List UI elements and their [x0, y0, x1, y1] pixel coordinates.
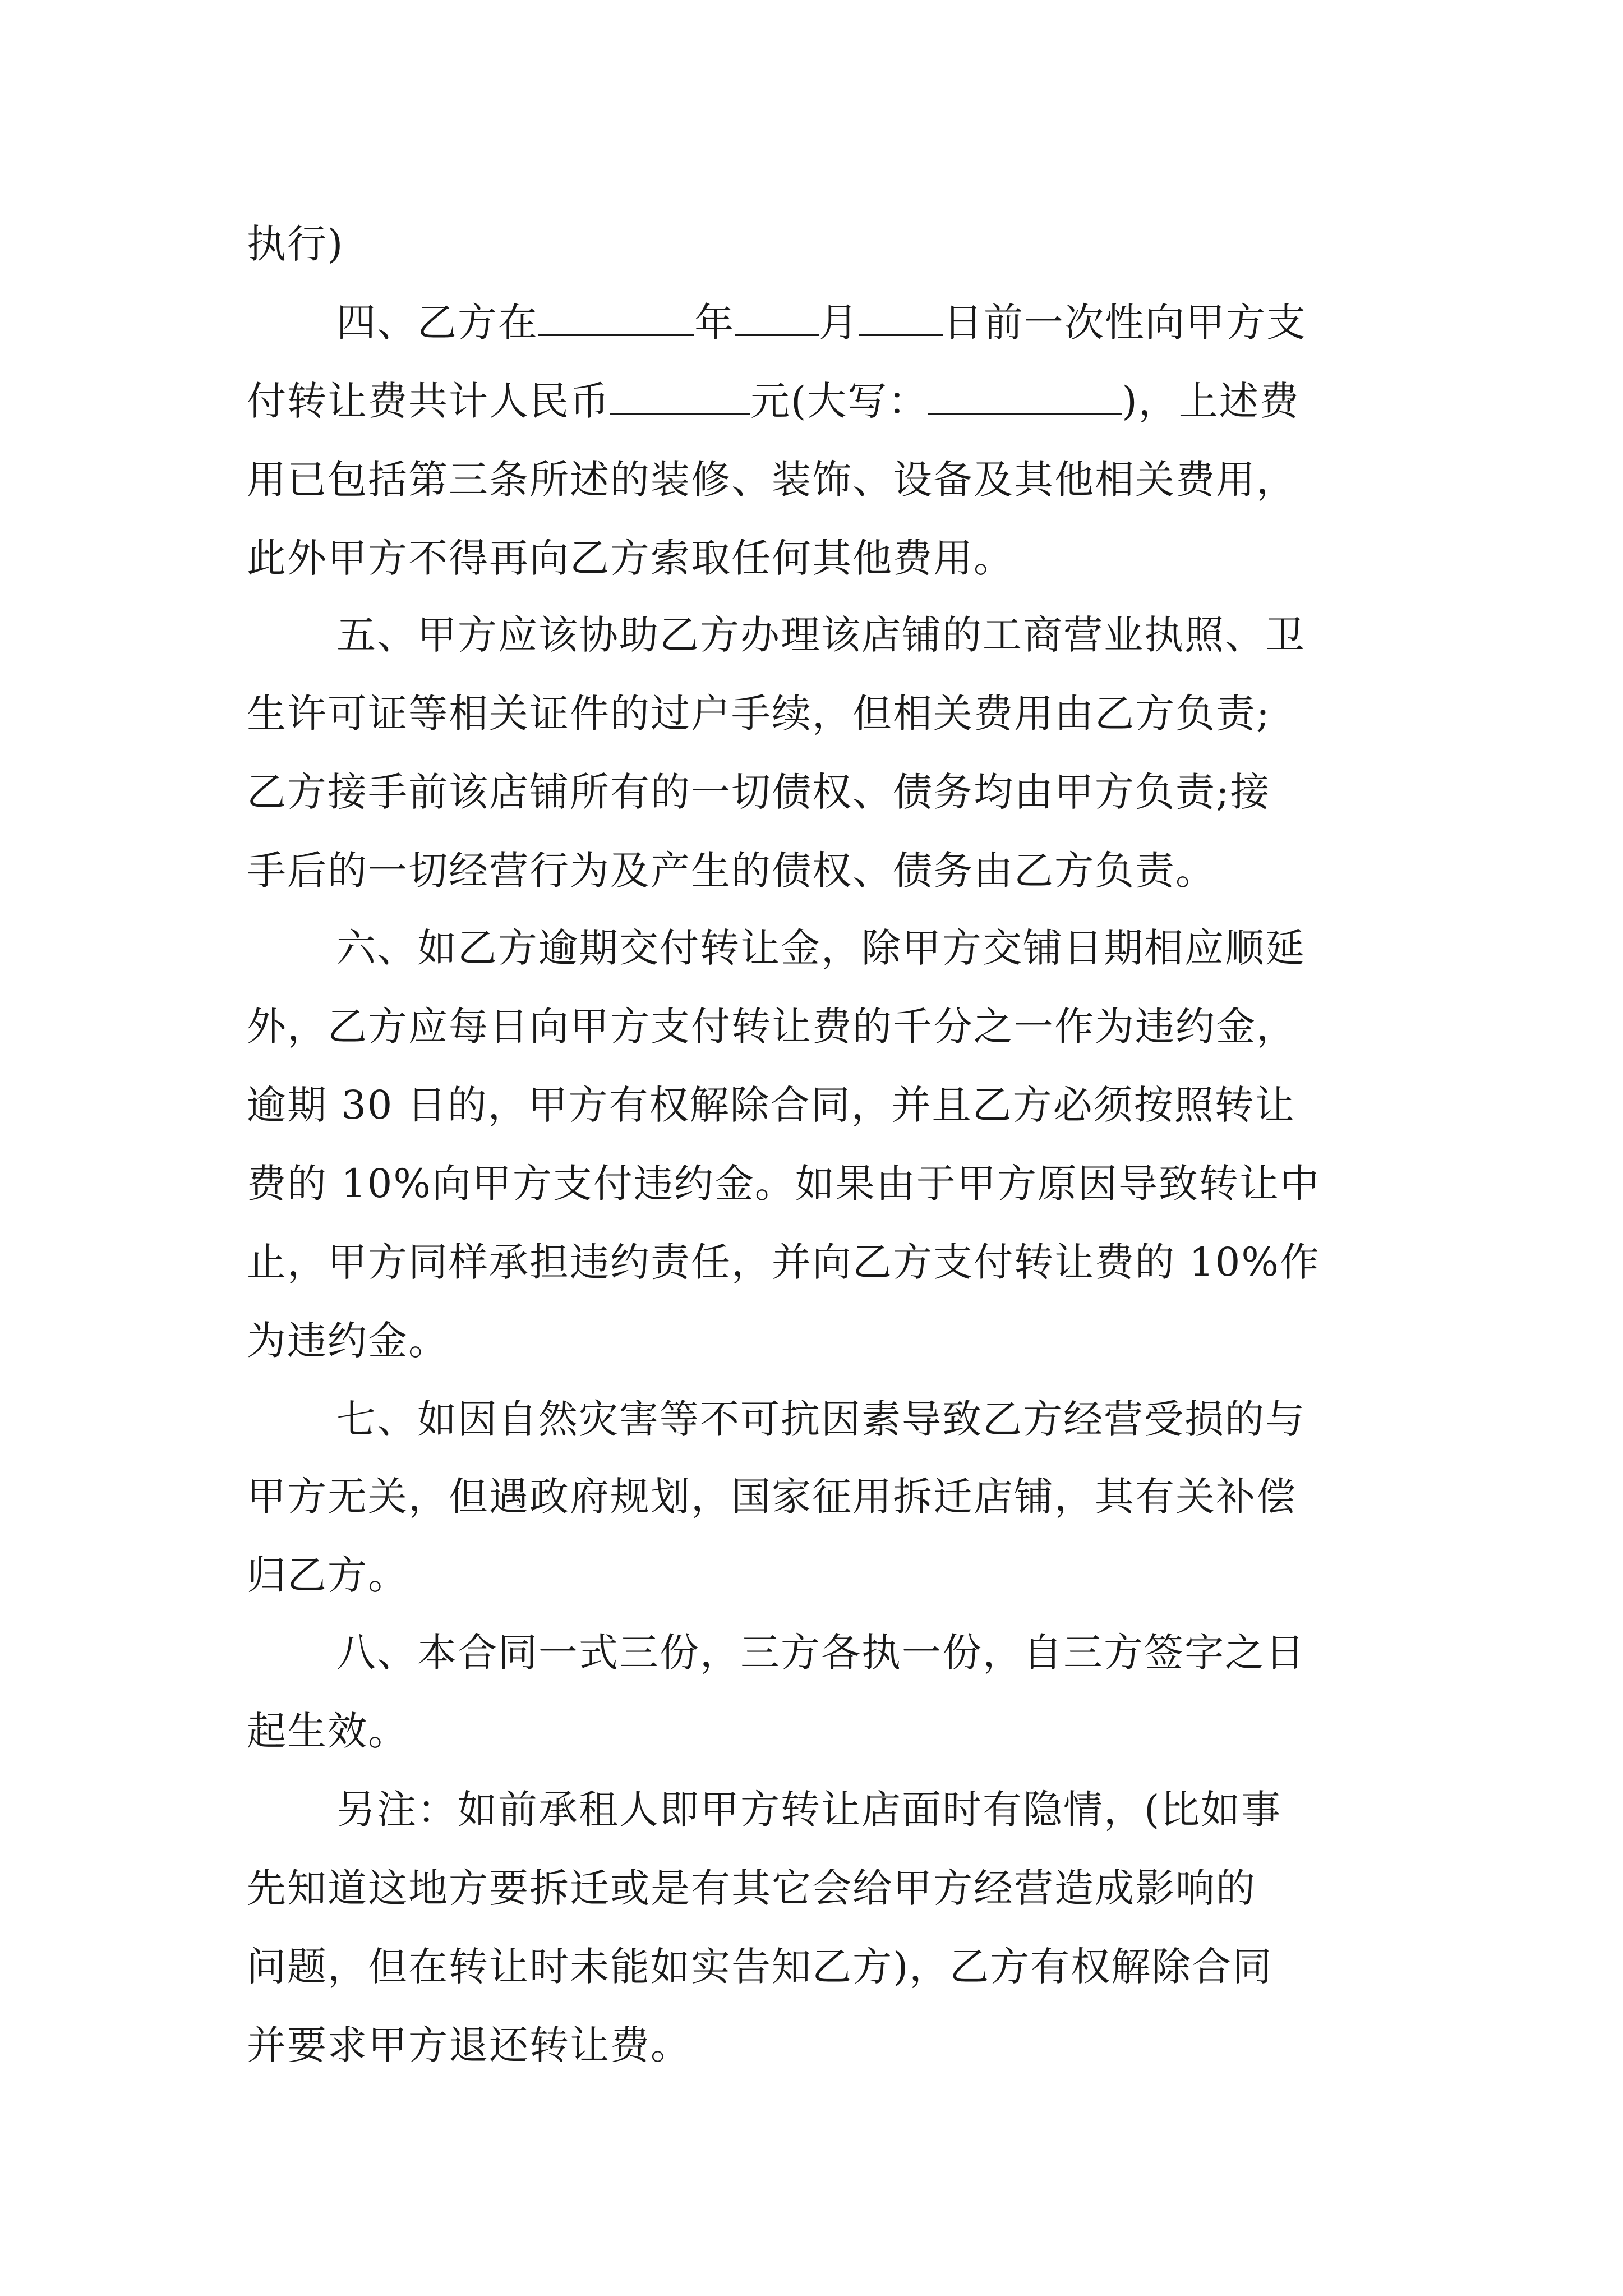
- text-line: 执行): [247, 221, 344, 267]
- text-line: 乙方接手前该店铺所有的一切债权、债务均由甲方负责;接: [247, 769, 1271, 815]
- text-line: 生许可证等相关证件的过户手续，但相关费用由乙方负责;: [247, 691, 1271, 737]
- text-line: 归乙方。: [247, 1552, 408, 1598]
- text-line: 五、甲方应该协助乙方办理该店铺的工商营业执照、卫: [336, 612, 1306, 658]
- text-line: 八、本合同一式三份，三方各执一份，自三方签字之日: [336, 1630, 1306, 1676]
- text-line: 止，甲方同样承担违约责任，并向乙方支付转让费的 10%作: [247, 1239, 1320, 1285]
- text-line: 用已包括第三条所述的装修、装饰、设备及其他相关费用，: [247, 457, 1297, 503]
- text-line: 为违约金。: [247, 1318, 449, 1364]
- text-line: 先知道这地方要拆迁或是有其它会给甲方经营造成影响的: [247, 1865, 1256, 1911]
- text-line: 问题，但在转让时未能如实告知乙方)，乙方有权解除合同: [247, 1944, 1273, 1990]
- clause-4-line-2: 付转让费共计人民币 元(大写： )，上述费: [247, 378, 1300, 424]
- text-line: 六、如乙方逾期交付转让金，除甲方交铺日期相应顺延: [336, 925, 1306, 971]
- month-blank: [735, 302, 819, 336]
- text-line: 另注：如前承租人即甲方转让店面时有隐情，(比如事: [336, 1787, 1282, 1833]
- clause-4-line-1: 四、乙方在 年 月 日前一次性向甲方支: [336, 300, 1307, 346]
- text-line: 此外甲方不得再向乙方索取任何其他费用。: [247, 535, 1014, 581]
- year-blank: [538, 302, 694, 336]
- text-line: 手后的一切经营行为及产生的债权、债务由乙方负责。: [247, 848, 1216, 894]
- day-blank: [859, 302, 943, 336]
- text-line: 起生效。: [247, 1708, 408, 1754]
- text-line: 费的 10%向甲方支付违约金。如果由于甲方原因导致转让中: [247, 1161, 1320, 1207]
- amount-blank: [610, 380, 750, 415]
- amount-in-words-blank: [928, 380, 1122, 415]
- text-line: 七、如因自然灾害等不可抗因素导致乙方经营受损的与: [336, 1396, 1306, 1442]
- text-line: 并要求甲方退还转让费。: [247, 2022, 691, 2068]
- text-line: 外，乙方应每日向甲方支付转让费的千分之一作为违约金，: [247, 1004, 1297, 1050]
- text-line: 甲方无关，但遇政府规划，国家征用拆迁店铺，其有关补偿: [247, 1474, 1297, 1520]
- text-line: 逾期 30 日的，甲方有权解除合同，并且乙方必须按照转让: [247, 1082, 1295, 1128]
